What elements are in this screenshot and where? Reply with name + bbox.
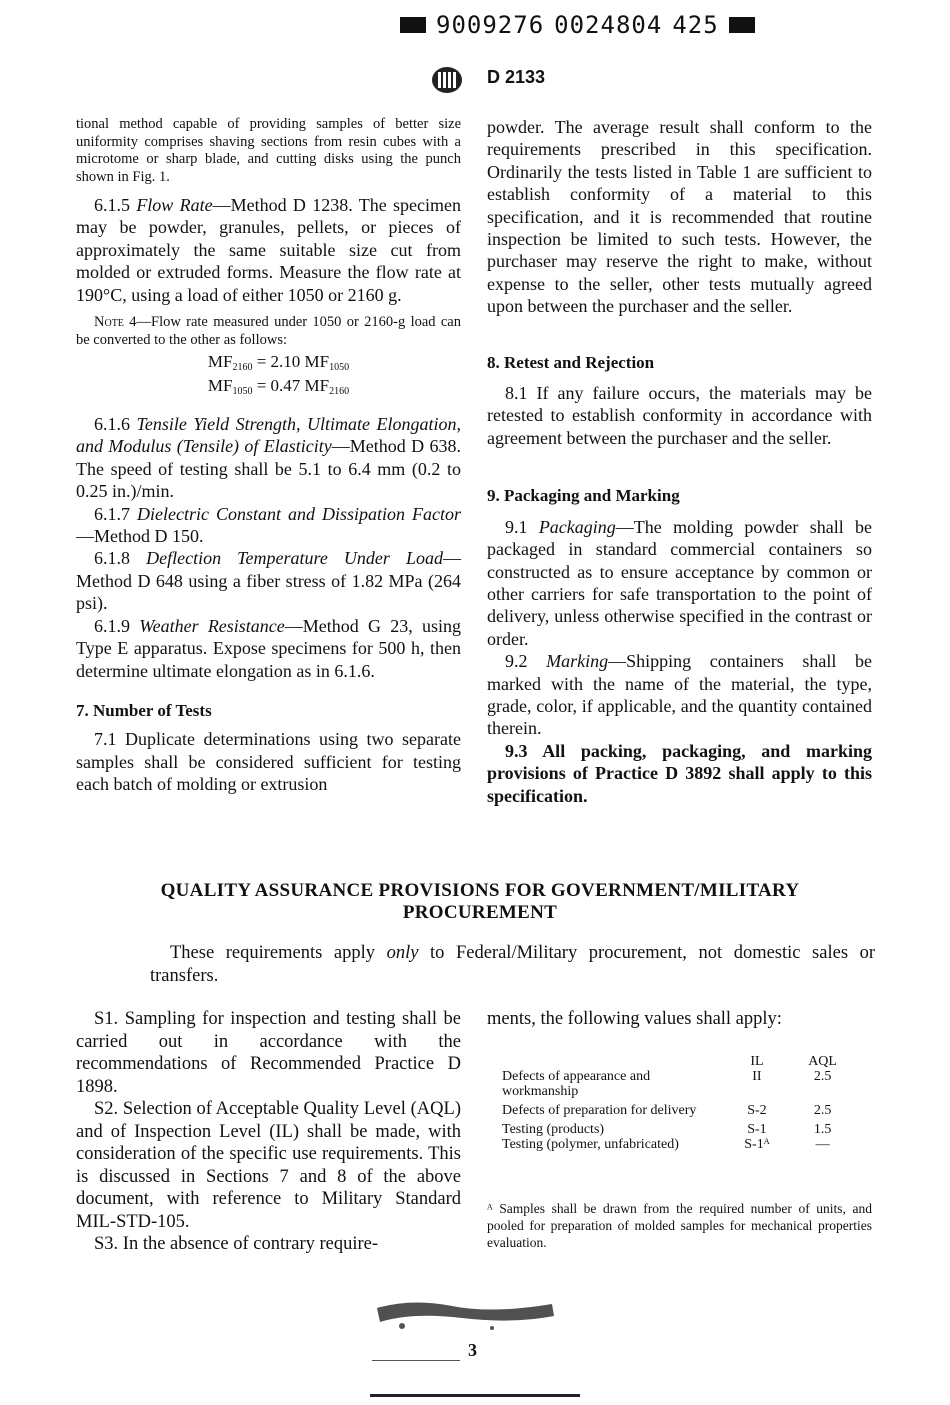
qa-intro: These requirements apply only to Federal/Military procurement, not domestic sales or transfers. xyxy=(150,943,875,986)
footer-rule-bottom xyxy=(370,1394,580,1397)
code-right: 425 xyxy=(672,11,719,39)
section-8-1: 8.1 If any failure occurs, the materials may be retested to establish conformity in accordance with agreement between the purchaser and the seller. xyxy=(487,383,872,448)
continued-paragraph: powder. The average result shall conform to the requirements prescribed in this specification. Ordinarily the tests listed in Table 1 are sufficient to establish conformity of a material to this specification, and it is recommended that routine inspection be limited to such tests. However, the purchaser may reserve the right to make, without expense to the seller, other tests mutually agreed upon between the purchaser and the seller. xyxy=(487,117,872,317)
aql-table xyxy=(498,1054,858,1152)
black-bar-mark xyxy=(729,17,755,33)
table-row: Testing (polymer, unfabricated) S-1ᴬ — xyxy=(502,1137,830,1152)
conversion-formulas xyxy=(76,353,461,401)
section-9-3: 9.3 All packing, packaging, and marking provisions of Practice D 3892 shall apply to this specification. xyxy=(487,740,872,806)
page-number: 3 xyxy=(468,1340,477,1360)
black-bar-mark xyxy=(400,17,426,33)
table-row: Defects of appearance and workmanship II 2.5 xyxy=(502,1069,832,1099)
section-6-1-8: 6.1.8 Deflection Temperature Under Load—Method D 648 using a fiber stress of 1.82 MPa (264 psi). xyxy=(76,548,461,614)
section-7-heading: 7. Number of Tests xyxy=(76,700,212,720)
s3-paragraph: S3. In the absence of contrary require- xyxy=(94,1234,379,1254)
table-row: Testing (products) S-1 1.5 xyxy=(502,1122,832,1137)
qa-section-title: QUALITY ASSURANCE PROVISIONS FOR GOVERNMENT/MILITARY PROCUREMENT xyxy=(160,880,800,923)
standard-designation: D 2133 xyxy=(487,67,546,87)
section-8-heading: 8. Retest and Rejection xyxy=(487,352,655,372)
section-6-1-6: 6.1.6 Tensile Yield Strength, Ultimate Elongation, and Modulus (Tensile) of Elasticity—Method D 638. The speed of testing shall be 5.1 to 6.4 mm (0.2 to 0.25 in.)/min. xyxy=(76,414,462,502)
section-9-2: 9.2 Marking—Shipping containers shall be marked with the name of the material, the type, grade, color, if applicable, and the quantity contained therein. xyxy=(487,651,873,739)
section-9-heading: 9. Packaging and Marking xyxy=(487,486,680,506)
footer-rule-left xyxy=(372,1360,460,1361)
table-row: Defects of preparation for delivery S-2 2.5 xyxy=(502,1103,832,1118)
section-6-1-9: 6.1.9 Weather Resistance—Method G 23, using Type E apparatus. Expose specimens for 500 h, then determine ultimate elongation as in 6.1.6. xyxy=(76,615,462,681)
table-footnote: ᴬ Samples shall be drawn from the required number of units, and pooled for preparation of molded samples for mechanical properties evaluation. xyxy=(487,1201,872,1250)
formula-2: $MF_{1050} = 0.47$ $MF_{2160}$ xyxy=(207,376,350,398)
scan-smudge-icon xyxy=(372,1296,557,1336)
note-4: Note 4—Flow rate measured under 1050 or 2160-g load can be converted to the other as follows: xyxy=(76,314,461,348)
code-left: 9009276 xyxy=(436,11,545,39)
section-7-1: 7.1 Duplicate determinations using two separate samples shall be considered sufficient for testing each batch of molding or extrusion xyxy=(76,729,461,795)
astm-logo-icon xyxy=(430,66,464,94)
s3-continued: ments, the following values shall apply: xyxy=(487,1009,782,1029)
formula-1: $MF_{2160} = 2.10$ $MF_{1050}$ xyxy=(207,352,350,374)
document-code-header xyxy=(400,10,800,40)
section-6-1-5: 6.1.5 Flow Rate—Method D 1238. The specimen may be powder, granules, pellets, or pieces of approximately the same suitable size cut from molded or extruded forms. Measure the flow rate at 190°C, using a load of either 1050 or 2160 g. xyxy=(76,195,461,305)
code-mid: 0024804 xyxy=(554,11,663,39)
section-6-1-7: 6.1.7 Dielectric Constant and Dissipation Factor—Method D 150. xyxy=(76,503,462,547)
table-header-row: IL AQL xyxy=(750,1054,837,1069)
left-column xyxy=(76,116,461,796)
qa-left-column xyxy=(76,1008,461,1256)
s2-paragraph: S2. Selection of Acceptable Quality Level (AQL) and of Inspection Level (IL) shall be made, with consideration of the specific use requirements. This is discussed in Sections 7 and 8 of the above document, with reference to Military Standard MIL-STD-105. xyxy=(76,1099,461,1232)
section-9-1: 9.1 Packaging—The molding powder shall be packaged in standard commercial containers so constructed as to ensure acceptance by common or other carriers for safe transportation to the point of delivery, unless otherwise specified in the contrast or order. xyxy=(487,516,872,649)
right-column xyxy=(487,116,872,807)
intro-paragraph: tional method capable of providing samples of better size uniformity comprises shaving sections from resin cubes with a microtome or sharp blade, and cutting disks using the punch shown in Fig. 1. xyxy=(76,116,461,185)
qa-right-column xyxy=(487,1008,872,1031)
s1-paragraph: S1. Sampling for inspection and testing shall be carried out in accordance with the recommendations of Recommended Practice D 1898. xyxy=(76,1009,461,1097)
